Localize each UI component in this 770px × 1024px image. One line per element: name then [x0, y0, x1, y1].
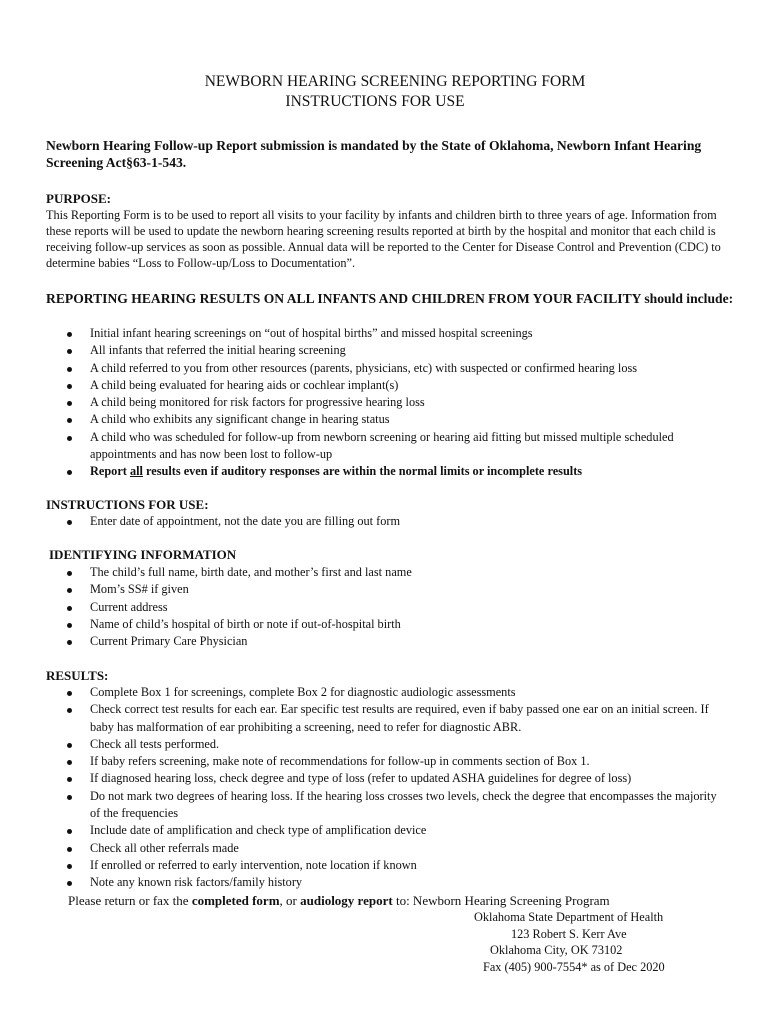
results-heading: RESULTS: — [46, 668, 109, 683]
address-line: Oklahoma City, OK 73102 — [490, 943, 623, 957]
list-item: Current Primary Care Physician — [46, 633, 726, 650]
list-item: A child who was scheduled for follow-up from newborn screening or hearing aid fitting but missed multiple scheduled appointments and has now been lost to follow-up — [46, 429, 726, 464]
identifying-heading: IDENTIFYING INFORMATION — [49, 547, 237, 562]
identifying-list — [46, 564, 726, 650]
list-item: The child’s full name, birth date, and mother’s first and last name — [46, 564, 726, 581]
list-item: If baby refers screening, make note of recommendations for follow-up in comments section of Box 1. — [46, 753, 726, 770]
list-item: If diagnosed hearing loss, check degree and type of loss (refer to updated ASHA guidelines for degree of loss) — [46, 770, 726, 787]
bullet-icon — [67, 847, 72, 852]
instructions-heading: INSTRUCTIONS FOR USE: — [46, 497, 209, 512]
address-line: 123 Robert S. Kerr Ave — [511, 927, 627, 941]
bullet-icon — [67, 332, 72, 337]
list-item: Mom’s SS# if given — [46, 581, 726, 598]
bullet-icon — [67, 401, 72, 406]
reporting-list — [46, 325, 726, 481]
bullet-icon — [67, 743, 72, 748]
bullet-icon — [67, 367, 72, 372]
list-item: All infants that referred the initial hearing screening — [46, 342, 726, 359]
purpose-heading: PURPOSE: — [46, 191, 111, 206]
fax-line: Fax (405) 900-7554* as of Dec 2020 — [483, 960, 665, 974]
list-item: Include date of amplification and check type of amplification device — [46, 822, 726, 839]
list-item: Enter date of appointment, not the date you are filling out form — [46, 513, 726, 530]
list-item-report-all: Report all results even if auditory responses are within the normal limits or incomplete results — [46, 463, 726, 480]
instructions-list — [46, 513, 726, 530]
bullet-icon — [67, 623, 72, 628]
bullet-icon — [67, 640, 72, 645]
bullet-icon — [67, 881, 72, 886]
list-item: Check all other referrals made — [46, 840, 726, 857]
address-line: Oklahoma State Department of Health — [474, 910, 664, 924]
bullet-icon — [67, 384, 72, 389]
list-item: A child being evaluated for hearing aids or cochlear implant(s) — [46, 377, 726, 394]
bullet-icon — [67, 606, 72, 611]
bullet-icon — [67, 588, 72, 593]
list-item: Do not mark two degrees of hearing loss. If the hearing loss crosses two levels, check the degree that encompasses the majority of the frequencies — [46, 788, 726, 823]
list-item: Name of child’s hospital of birth or note if out-of-hospital birth — [46, 616, 726, 633]
list-item: Note any known risk factors/family history — [46, 874, 726, 891]
list-item: Check all tests performed. — [46, 736, 726, 753]
bullet-icon — [67, 829, 72, 834]
bullet-icon — [67, 708, 72, 713]
form-title: NEWBORN HEARING SCREENING REPORTING FORM — [204, 73, 586, 90]
results-list — [46, 684, 726, 892]
bullet-icon — [67, 760, 72, 765]
list-item: Current address — [46, 599, 726, 616]
bullet-icon — [67, 349, 72, 354]
bullet-icon — [67, 777, 72, 782]
list-item: A child being monitored for risk factors for progressive hearing loss — [46, 394, 726, 411]
return-instructions: Please return or fax the completed form, or audiology report to: Newborn Hearing Screening Program — [68, 893, 610, 908]
list-item: Initial infant hearing screenings on “out of hospital births” and missed hospital screenings — [46, 325, 726, 342]
mandate-statement: Newborn Hearing Follow-up Report submission is mandated by the State of Oklahoma, Newborn Infant Hearing Screening Act§63-1-543. — [46, 138, 702, 170]
bullet-icon — [67, 571, 72, 576]
bullet-icon — [67, 691, 72, 696]
list-item: If enrolled or referred to early intervention, note location if known — [46, 857, 726, 874]
bullet-icon — [67, 864, 72, 869]
list-item: Complete Box 1 for screenings, complete Box 2 for diagnostic audiologic assessments — [46, 684, 726, 701]
bullet-icon — [67, 520, 72, 525]
reporting-heading: REPORTING HEARING RESULTS ON ALL INFANTS AND CHILDREN FROM YOUR FACILITY should include: — [46, 291, 734, 306]
list-item: A child referred to you from other resources (parents, physicians, etc) with suspected or confirmed hearing loss — [46, 360, 726, 377]
bullet-icon — [67, 436, 72, 441]
bullet-icon — [67, 795, 72, 800]
bullet-icon — [67, 418, 72, 423]
bullet-icon — [67, 470, 72, 475]
form-subtitle: INSTRUCTIONS FOR USE — [285, 93, 465, 110]
list-item: A child who exhibits any significant change in hearing status — [46, 411, 726, 428]
purpose-paragraph: This Reporting Form is to be used to report all visits to your facility by infants and children birth to three years of age. Information from these reports will be used to update the newborn hearing screening results reported at birth by the hospital and monitor that each child is receiving follow-up services as soon as possible. Annual data will be reported to the Center for Disease Control and Prevention (CDC) to determine babies “Loss to Follow-up/Loss to Documentation”. — [46, 208, 721, 270]
list-item: Check correct test results for each ear. Ear specific test results are required, even if baby passed one ear on an initial screen. If baby has malformation of ear prohibiting a screening, need to refer for diagnostic ABR. — [46, 701, 726, 736]
